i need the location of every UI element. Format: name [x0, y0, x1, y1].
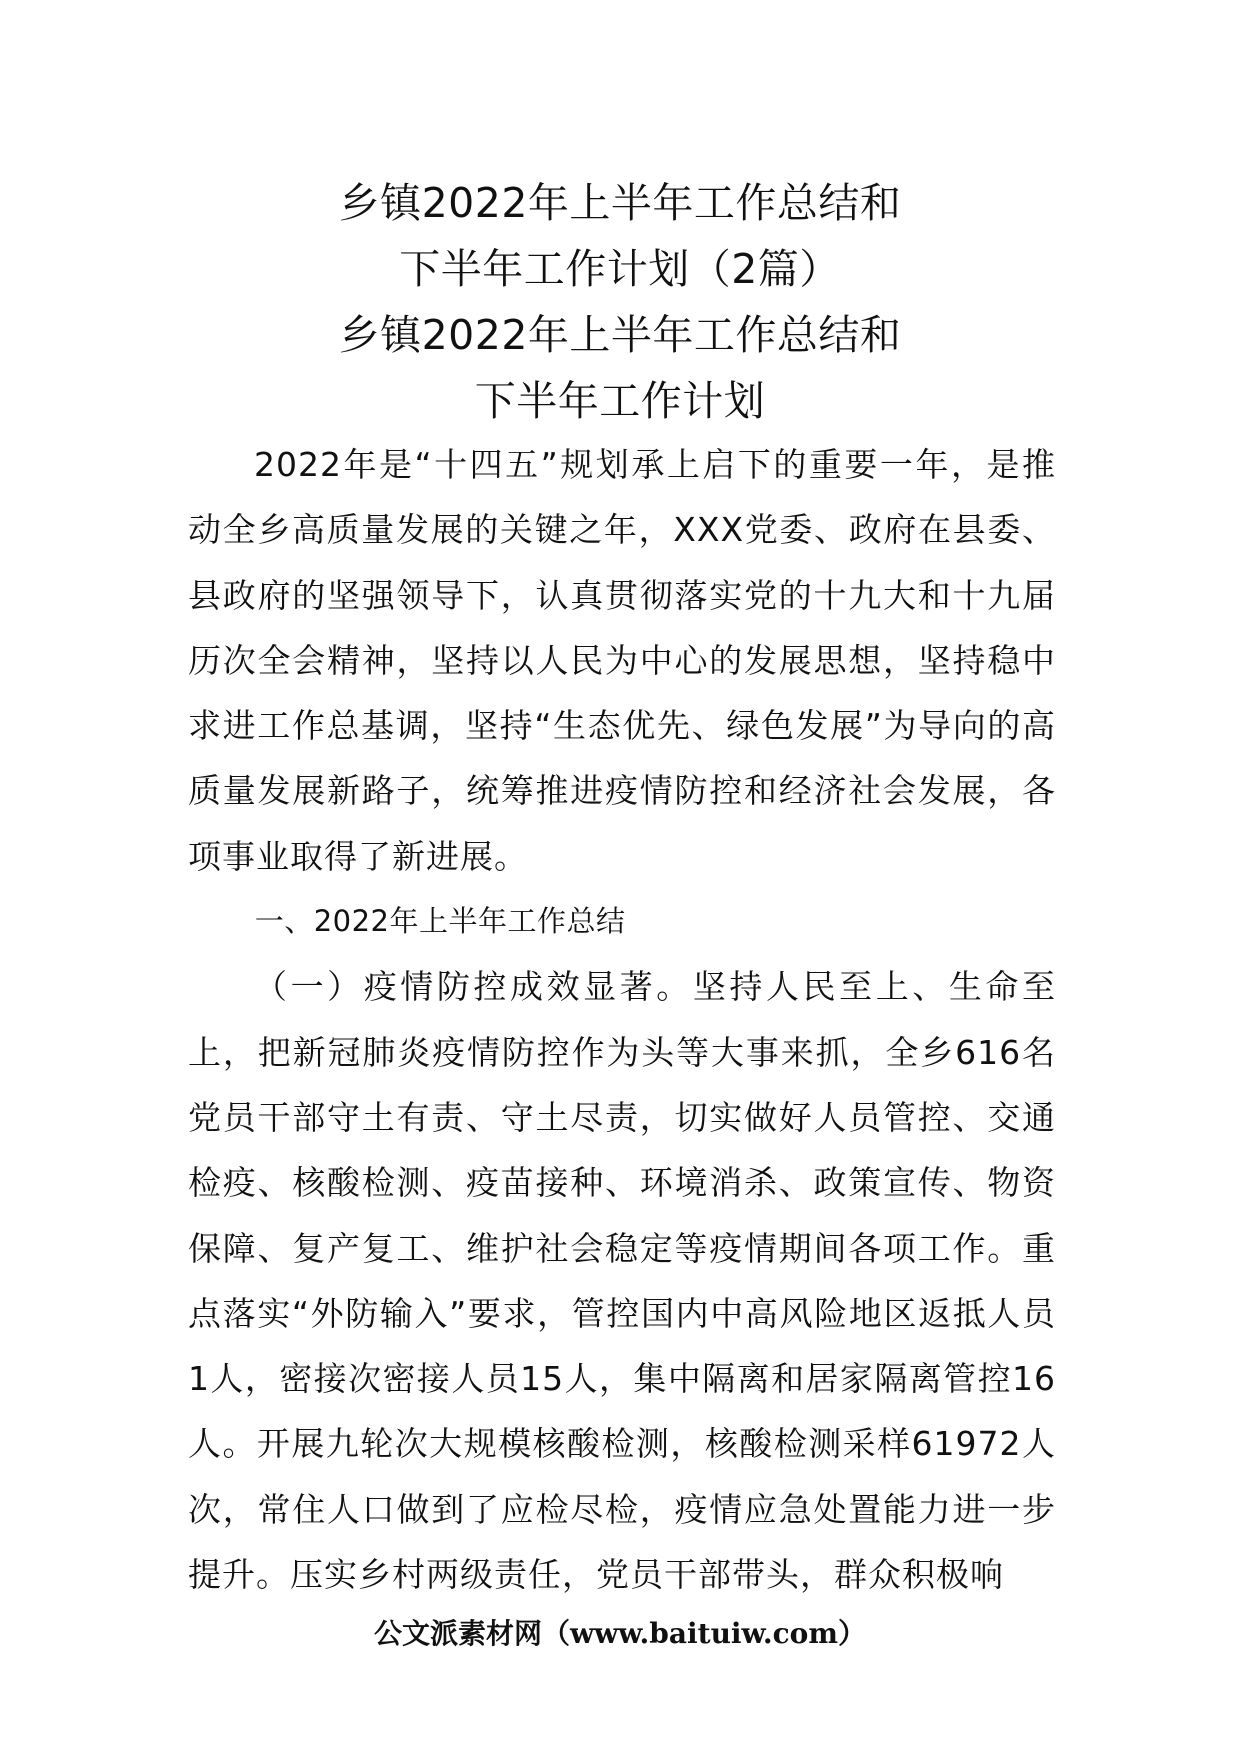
title-line-4: 下半年工作计划: [474, 377, 766, 425]
title-line-3: 乡镇2022年上半年工作总结和: [338, 311, 902, 359]
document-body: [188, 432, 1056, 1607]
title-line-2: 下半年工作计划（2篇）: [399, 245, 841, 293]
section-heading: 一、2022年上半年工作总结: [254, 904, 626, 939]
title-line-1: 乡镇2022年上半年工作总结和: [338, 179, 902, 227]
footer-watermark: 公文派素材网（www.baituiw.com）: [374, 1617, 866, 1650]
intro-paragraph: 2022年是“十四五”规划承上启下的重要一年，是推动全乡高质量发展的关键之年，XXX党委、政府在县委、县政府的坚强领导下，认真贯彻落实党的十九大和十九届历次全会精神，坚持以人民为中心的发展思想，坚持稳中求进工作总基调，坚持“生态优先、绿色发展”为导向的高质量发展新路子，统筹推进疫情防控和经济社会发展，各项事业取得了新进展。: [188, 445, 1056, 876]
section-paragraph: （一）疫情防控成效显著。坚持人民至上、生命至上，把新冠肺炎疫情防控作为头等大事来抓，全乡616名党员干部守土有责、守土尽责，切实做好人员管控、交通检疫、核酸检测、疫苗接种、环境消杀、政策宣传、物资保障、复产复工、维护社会稳定等疫情期间各项工作。重点落实“外防输入”要求，管控国内中高风险地区返抵人员1人，密接次密接人员15人，集中隔离和居家隔离管控16人。开展九轮次大规模核酸检测，核酸检测采样61972人次，常住人口做到了应检尽检，疫情应急处置能力进一步提升。压实乡村两级责任，党员干部带头，群众积极响: [188, 967, 1056, 1595]
document-title: [0, 170, 1240, 434]
